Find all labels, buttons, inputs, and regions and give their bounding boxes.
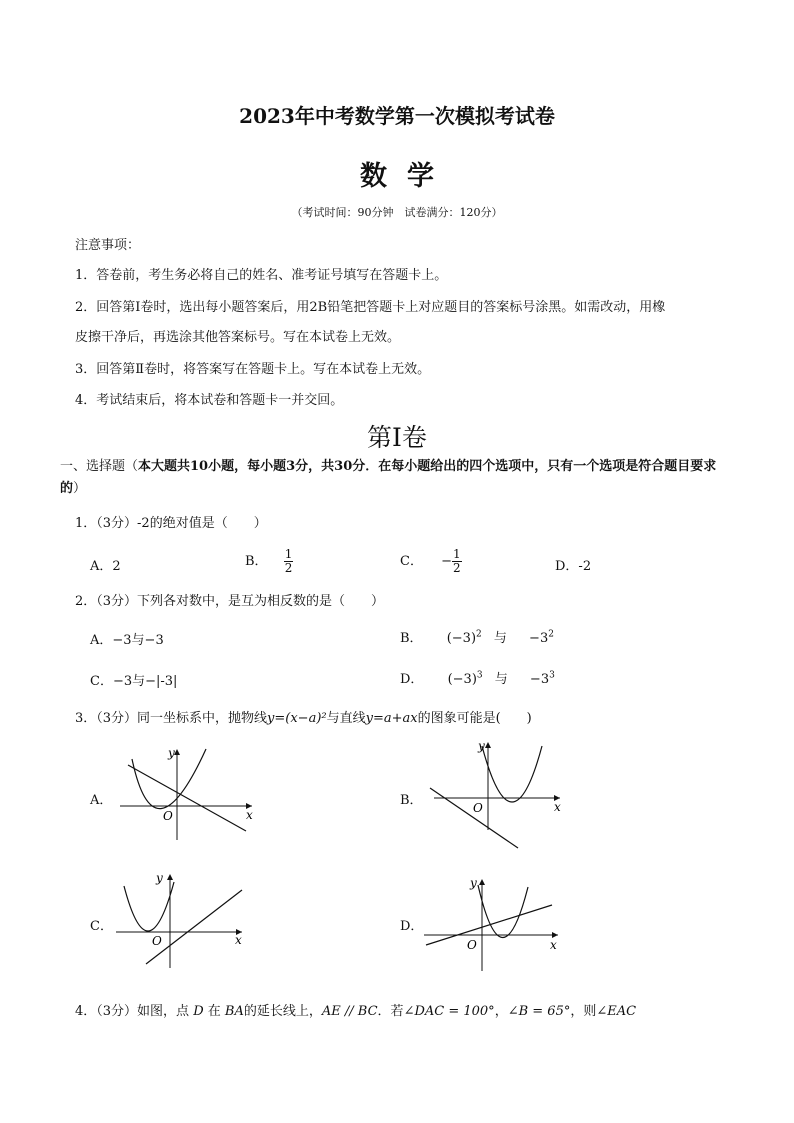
straight-line bbox=[430, 788, 518, 848]
q4-angle-b: ∠B = 65° bbox=[507, 1004, 571, 1019]
notice-heading: 注意事项： bbox=[75, 238, 141, 253]
x-axis-label: x bbox=[235, 933, 242, 947]
q2-option-b-expr2: −3 bbox=[529, 631, 549, 646]
origin-label: O bbox=[163, 809, 173, 823]
section-instructions: 本大题共10小题，每小题3分，共30分．在每小题给出的四个选项中，只有一个选项是符合题目要求的 bbox=[60, 459, 717, 496]
exponent: 3 bbox=[549, 670, 555, 681]
notice-item-2-line-2: 皮擦干净后，再选涂其他答案标号。写在本试卷上无效。 bbox=[75, 330, 401, 345]
q3-option-c-label: C． bbox=[90, 919, 113, 934]
notice-item-2-line-1: 2．回答第Ⅰ卷时，选出每小题答案后，用2B铅笔把答题卡上对应题目的答案标号涂黑。如需改动，用橡 bbox=[75, 300, 666, 315]
x-axis-label: x bbox=[246, 808, 253, 822]
fraction-denominator: 2 bbox=[453, 561, 461, 575]
y-axis-arrow bbox=[174, 749, 180, 755]
fraction-numerator: 1 bbox=[453, 547, 461, 561]
exponent: 2 bbox=[548, 629, 554, 640]
y-axis-arrow bbox=[479, 879, 485, 885]
q1-option-c-sign: − bbox=[441, 554, 452, 569]
exam-title: 2023年中考数学第一次模拟考试卷 bbox=[239, 104, 555, 128]
q4-segment-ba: BA bbox=[224, 1004, 244, 1019]
origin-label: O bbox=[152, 934, 162, 948]
origin-label: O bbox=[467, 938, 477, 952]
q3-option-b-label: B． bbox=[400, 793, 423, 808]
q3-graph-b bbox=[420, 740, 570, 850]
exponent: 2 bbox=[476, 629, 482, 640]
exponent: 3 bbox=[476, 670, 483, 681]
q4-if: ．若 bbox=[377, 1004, 404, 1019]
q4-in: 在 bbox=[207, 1004, 221, 1019]
q2-option-b bbox=[400, 627, 554, 646]
parabola-curve bbox=[478, 885, 528, 938]
section-heading bbox=[60, 456, 740, 500]
y-axis-arrow bbox=[485, 742, 491, 748]
y-axis-label: y bbox=[156, 871, 163, 885]
parabola-curve bbox=[124, 882, 174, 931]
section-suffix: ） bbox=[73, 481, 87, 496]
q3-stem-suffix: 的图象可能是( ) bbox=[417, 711, 532, 726]
q3-stem-prefix: 3．（3分）同一坐标系中，抛物线 bbox=[75, 711, 268, 726]
parabola-curve bbox=[482, 746, 542, 802]
y-axis-label: y bbox=[168, 746, 175, 760]
q2-option-b-and: 与 bbox=[493, 631, 507, 646]
q2-option-d-expr2: −3 bbox=[529, 672, 550, 687]
part-title: 第Ⅰ卷 bbox=[367, 423, 427, 452]
q2-option-b-expr1: (−3) bbox=[446, 631, 477, 646]
q1-option-b-label: B． bbox=[245, 554, 268, 569]
q4-stem-mid: 的延长线上， bbox=[243, 1004, 322, 1019]
q1-stem: 1．（3分）-2的绝对值是（ ） bbox=[75, 516, 267, 531]
q2-option-b-label: B． bbox=[400, 631, 423, 646]
q4-then: ，则 bbox=[570, 1004, 597, 1019]
q3-graph-a bbox=[110, 745, 260, 845]
x-axis-label: x bbox=[554, 800, 561, 814]
section-prefix: 一、选择题（ bbox=[60, 459, 139, 474]
straight-line bbox=[146, 890, 242, 964]
straight-line bbox=[426, 905, 552, 945]
notice-item-3: 3．回答第Ⅱ卷时，将答案写在答题卡上。写在本试卷上无效。 bbox=[75, 362, 431, 377]
fraction-numerator: 1 bbox=[284, 547, 293, 561]
q3-graph-c bbox=[110, 870, 260, 970]
q3-stem-mid: 与直线 bbox=[326, 711, 366, 726]
y-axis-label: y bbox=[478, 739, 485, 753]
q2-option-d-label: D． bbox=[400, 672, 424, 687]
q1-option-c-label: C． bbox=[400, 554, 423, 569]
q3-option-a-label: A． bbox=[90, 793, 113, 808]
q3-line: y=a+ax bbox=[365, 711, 418, 726]
q4-point-d: D bbox=[193, 1004, 204, 1019]
y-axis-arrow bbox=[167, 874, 173, 880]
q4-angle-dac: ∠DAC = 100° bbox=[403, 1004, 495, 1019]
q4-parallel: AE // BC bbox=[321, 1004, 378, 1019]
q3-parabola: y=(x−a)² bbox=[267, 711, 327, 726]
q3-graph-d bbox=[420, 875, 570, 975]
q3-option-d-label: D． bbox=[400, 919, 424, 934]
exam-info: （考试时间：90分钟 试卷满分：120分） bbox=[291, 206, 503, 219]
q4-stem bbox=[75, 1000, 636, 1019]
q1-option-c bbox=[400, 548, 462, 575]
q3-stem bbox=[75, 707, 532, 726]
q1-option-a: A．2 bbox=[90, 559, 121, 574]
q1-option-b bbox=[245, 548, 293, 575]
q4-angle-eac: ∠EAC bbox=[596, 1004, 637, 1019]
q2-stem: 2．（3分）下列各对数中，是互为相反数的是（ ） bbox=[75, 594, 385, 609]
subject-title: 数学 bbox=[360, 161, 454, 192]
x-axis-label: x bbox=[550, 938, 557, 952]
notice-item-1: 1．答卷前，考生务必将自己的姓名、准考证号填写在答题卡上。 bbox=[75, 268, 448, 283]
q4-comma: ， bbox=[494, 1004, 508, 1019]
y-axis-label: y bbox=[470, 876, 477, 890]
fraction-denominator: 2 bbox=[284, 561, 293, 575]
q1-option-d: D．-2 bbox=[555, 559, 592, 574]
q2-option-d-and: 与 bbox=[494, 672, 508, 687]
q2-option-d-expr1: (−3) bbox=[447, 672, 477, 687]
q4-stem-prefix: 4．（3分）如图，点 bbox=[75, 1004, 190, 1019]
q2-option-a: A．−3与−3 bbox=[90, 633, 164, 648]
q1-option-c-fraction bbox=[452, 548, 462, 575]
notice-item-4: 4．考试结束后，将本试卷和答题卡一并交回。 bbox=[75, 393, 344, 408]
origin-label: O bbox=[473, 801, 483, 815]
q2-option-d bbox=[400, 668, 555, 687]
q1-option-b-fraction bbox=[284, 548, 294, 575]
q2-option-c: C．−3与−|-3| bbox=[90, 674, 178, 689]
